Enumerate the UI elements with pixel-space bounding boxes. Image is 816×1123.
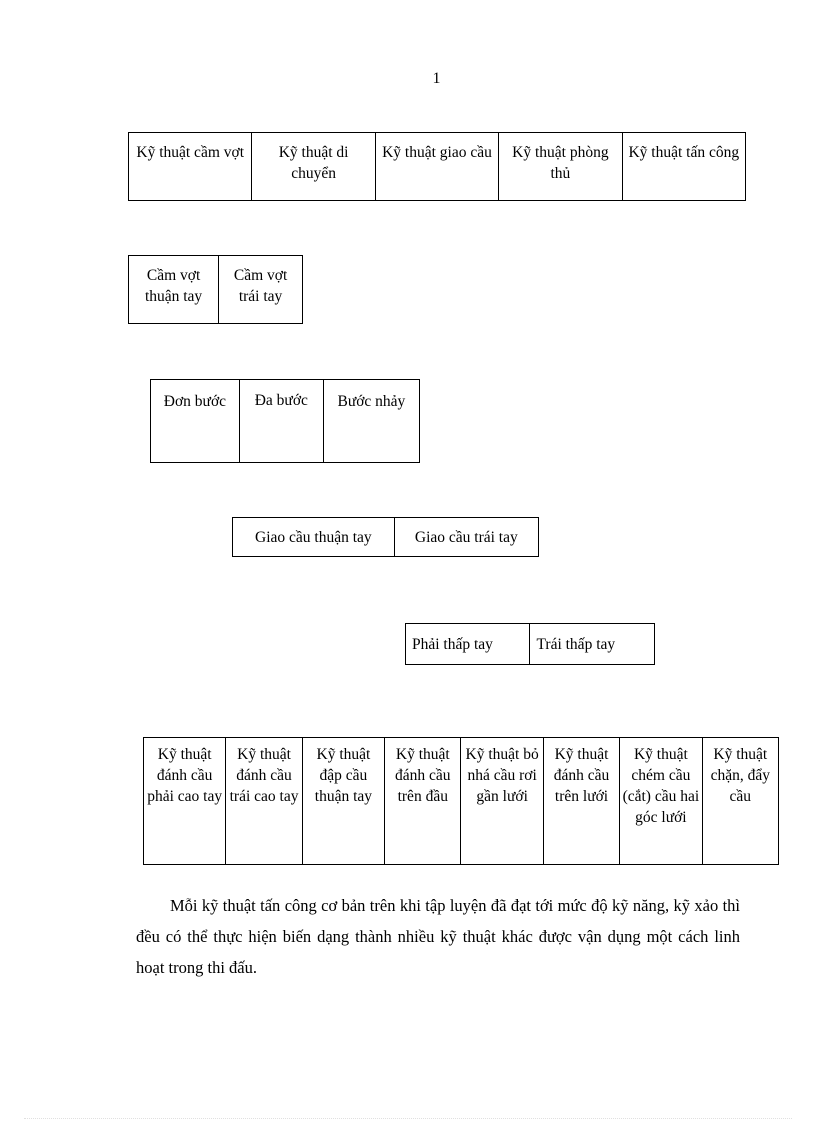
serve-cell-backhand: Giao cầu trái tay [394, 518, 538, 557]
grip-table [128, 255, 303, 324]
movement-table [150, 379, 420, 463]
defense-cell-right-low: Phải thấp tay [406, 624, 530, 665]
attack-cell-6: Kỹ thuật đánh cầu trên lưới [543, 738, 619, 865]
technique-cell-serve: Kỹ thuật giao cầu [375, 133, 498, 201]
body-paragraph [136, 890, 740, 983]
main-techniques-table [128, 132, 746, 201]
technique-cell-grip: Kỹ thuật cầm vợt [129, 133, 252, 201]
defense-table [405, 623, 655, 665]
defense-cell-left-low: Trái thấp tay [530, 624, 655, 665]
paragraph-text: Mỗi kỹ thuật tấn công cơ bản trên khi tập luyện đã đạt tới mức độ kỹ năng, kỹ xảo thì đều có thể thực hiện biến dạng thành nhiều kỹ thuật khác được vận dụng một cách linh hoạt trong thi đấu. [136, 896, 740, 977]
attack-table [143, 737, 779, 865]
attack-cell-4: Kỹ thuật đánh cầu trên đầu [385, 738, 461, 865]
attack-cell-7: Kỹ thuật chém cầu (cắt) cầu hai góc lưới [620, 738, 702, 865]
serve-table [232, 517, 539, 557]
technique-cell-defense: Kỹ thuật phòng thủ [499, 133, 622, 201]
technique-cell-movement: Kỹ thuật di chuyển [252, 133, 375, 201]
movement-cell-jump-step: Bước nhảy [323, 380, 419, 463]
page-bottom-divider [24, 1118, 792, 1119]
movement-cell-single-step: Đơn bước [151, 380, 240, 463]
grip-cell-forehand: Cầm vợt thuận tay [129, 256, 219, 324]
technique-cell-attack: Kỹ thuật tấn công [622, 133, 745, 201]
attack-cell-2: Kỹ thuật đánh cầu trái cao tay [226, 738, 302, 865]
attack-cell-5: Kỹ thuật bỏ nhá cầu rơi gần lưới [461, 738, 543, 865]
serve-cell-forehand: Giao cầu thuận tay [233, 518, 395, 557]
page-number: 1 [432, 70, 441, 87]
attack-cell-3: Kỹ thuật đập cầu thuận tay [302, 738, 384, 865]
attack-cell-8: Kỹ thuật chặn, đẩy cầu [702, 738, 778, 865]
movement-cell-multi-step: Đa bước [239, 380, 323, 463]
attack-cell-1: Kỹ thuật đánh cầu phải cao tay [144, 738, 226, 865]
grip-cell-backhand: Cầm vợt trái tay [219, 256, 303, 324]
